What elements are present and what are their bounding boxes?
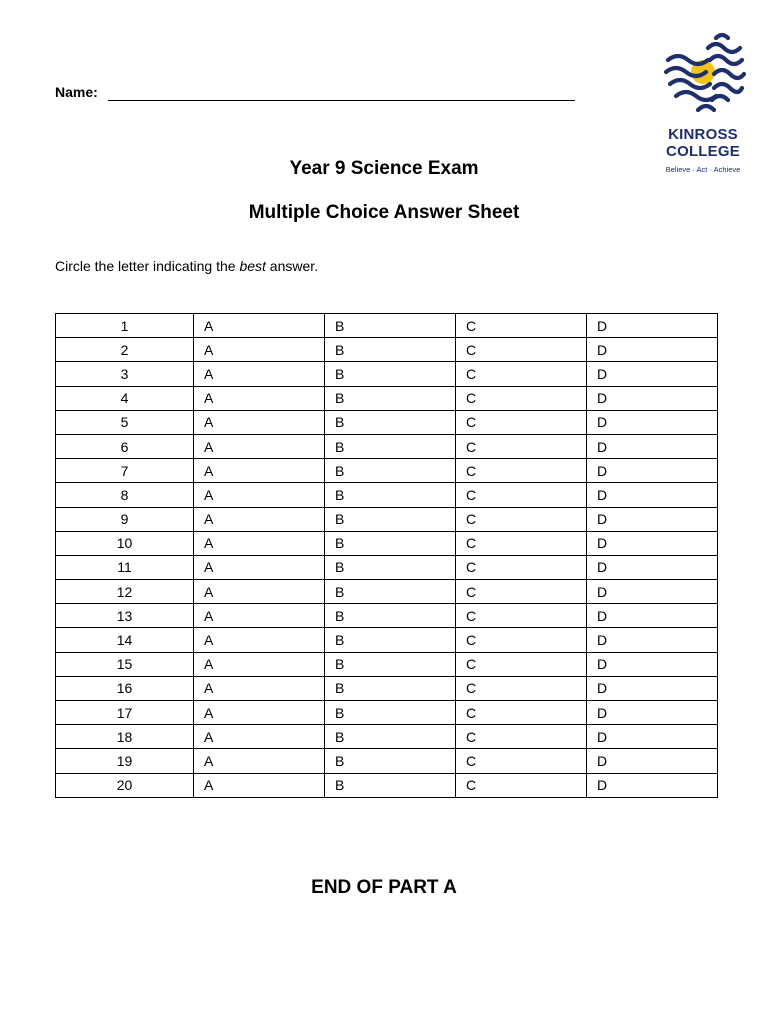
exam-title: Year 9 Science Exam xyxy=(289,158,479,179)
question-number: 3 xyxy=(56,362,194,386)
answer-option-b[interactable]: B xyxy=(325,531,456,555)
answer-option-c[interactable]: C xyxy=(456,338,587,362)
answer-row xyxy=(56,507,718,531)
answer-row xyxy=(56,459,718,483)
answer-option-b[interactable]: B xyxy=(325,362,456,386)
answer-option-a[interactable]: A xyxy=(194,701,325,725)
school-name-line2: COLLEGE xyxy=(666,143,740,160)
answer-option-c[interactable]: C xyxy=(456,459,587,483)
question-number: 10 xyxy=(56,531,194,555)
answer-option-c[interactable]: C xyxy=(456,507,587,531)
question-number: 13 xyxy=(56,604,194,628)
answer-option-b[interactable]: B xyxy=(325,725,456,749)
answer-option-c[interactable]: C xyxy=(456,483,587,507)
answer-option-d[interactable]: D xyxy=(587,434,718,458)
answer-option-d[interactable]: D xyxy=(587,749,718,773)
answer-option-d[interactable]: D xyxy=(587,507,718,531)
answer-option-d[interactable]: D xyxy=(587,459,718,483)
answer-option-b[interactable]: B xyxy=(325,434,456,458)
answer-option-a[interactable]: A xyxy=(194,628,325,652)
answer-option-a[interactable]: A xyxy=(194,652,325,676)
answer-option-c[interactable]: C xyxy=(456,749,587,773)
answer-row xyxy=(56,314,718,338)
question-number: 7 xyxy=(56,459,194,483)
answer-option-d[interactable]: D xyxy=(587,628,718,652)
answer-option-d[interactable]: D xyxy=(587,580,718,604)
answer-option-b[interactable]: B xyxy=(325,580,456,604)
question-number: 12 xyxy=(56,580,194,604)
answer-row xyxy=(56,531,718,555)
end-of-part-text: END OF PART A xyxy=(311,877,457,898)
answer-option-d[interactable]: D xyxy=(587,725,718,749)
answer-option-a[interactable]: A xyxy=(194,580,325,604)
answer-option-b[interactable]: B xyxy=(325,386,456,410)
answer-option-c[interactable]: C xyxy=(456,555,587,579)
answer-option-a[interactable]: A xyxy=(194,338,325,362)
answer-option-c[interactable]: C xyxy=(456,652,587,676)
answer-row xyxy=(56,410,718,434)
instruction-emphasis: best xyxy=(239,258,266,274)
instruction-text xyxy=(55,258,318,274)
answer-row xyxy=(56,676,718,700)
sunburst-emblem-icon xyxy=(660,30,746,126)
answer-row xyxy=(56,362,718,386)
answer-option-b[interactable]: B xyxy=(325,314,456,338)
answer-option-a[interactable]: A xyxy=(194,773,325,797)
answer-option-a[interactable]: A xyxy=(194,604,325,628)
answer-option-d[interactable]: D xyxy=(587,555,718,579)
answer-option-a[interactable]: A xyxy=(194,314,325,338)
answer-row xyxy=(56,580,718,604)
answer-option-d[interactable]: D xyxy=(587,701,718,725)
name-blank-line[interactable] xyxy=(108,100,575,101)
question-number: 17 xyxy=(56,701,194,725)
answer-option-a[interactable]: A xyxy=(194,410,325,434)
answer-row xyxy=(56,652,718,676)
question-number: 19 xyxy=(56,749,194,773)
answer-option-a[interactable]: A xyxy=(194,459,325,483)
answer-option-b[interactable]: B xyxy=(325,701,456,725)
answer-option-d[interactable]: D xyxy=(587,531,718,555)
school-name xyxy=(660,126,746,160)
answer-option-d[interactable]: D xyxy=(587,676,718,700)
answer-option-a[interactable]: A xyxy=(194,386,325,410)
answer-option-c[interactable]: C xyxy=(456,701,587,725)
instruction-before: Circle the letter indicating the xyxy=(55,258,240,274)
answer-option-c[interactable]: C xyxy=(456,314,587,338)
school-name-line1: KINROSS xyxy=(668,126,738,143)
answer-option-c[interactable]: C xyxy=(456,362,587,386)
answer-option-c[interactable]: C xyxy=(456,434,587,458)
answer-option-d[interactable]: D xyxy=(587,652,718,676)
answer-option-c[interactable]: C xyxy=(456,531,587,555)
answer-row xyxy=(56,338,718,362)
answer-option-b[interactable]: B xyxy=(325,628,456,652)
answer-option-b[interactable]: B xyxy=(325,459,456,483)
answer-option-a[interactable]: A xyxy=(194,555,325,579)
answer-option-d[interactable]: D xyxy=(587,314,718,338)
answer-option-b[interactable]: B xyxy=(325,507,456,531)
answer-option-d[interactable]: D xyxy=(587,604,718,628)
question-number: 16 xyxy=(56,676,194,700)
answer-row xyxy=(56,555,718,579)
answer-option-d[interactable]: D xyxy=(587,483,718,507)
answer-option-c[interactable]: C xyxy=(456,676,587,700)
answer-option-a[interactable]: A xyxy=(194,676,325,700)
answer-option-d[interactable]: D xyxy=(587,773,718,797)
answer-option-a[interactable]: A xyxy=(194,531,325,555)
question-number: 20 xyxy=(56,773,194,797)
answer-option-c[interactable]: C xyxy=(456,410,587,434)
instruction-after: answer. xyxy=(265,258,319,274)
sheet-title: Multiple Choice Answer Sheet xyxy=(248,202,520,223)
answer-option-c[interactable]: C xyxy=(456,580,587,604)
answer-option-a[interactable]: A xyxy=(194,507,325,531)
answer-row xyxy=(56,434,718,458)
question-number: 9 xyxy=(56,507,194,531)
answer-option-b[interactable]: B xyxy=(325,338,456,362)
answer-row xyxy=(56,386,718,410)
answer-row xyxy=(56,628,718,652)
answer-option-c[interactable]: C xyxy=(456,773,587,797)
answer-row xyxy=(56,749,718,773)
answer-option-d[interactable]: D xyxy=(587,386,718,410)
question-number: 1 xyxy=(56,314,194,338)
answer-option-b[interactable]: B xyxy=(325,652,456,676)
answer-row xyxy=(56,604,718,628)
answer-option-b[interactable]: B xyxy=(325,749,456,773)
question-number: 14 xyxy=(56,628,194,652)
question-number: 2 xyxy=(56,338,194,362)
answer-option-b[interactable]: B xyxy=(325,410,456,434)
name-label: Name: xyxy=(55,84,98,100)
question-number: 4 xyxy=(56,386,194,410)
answer-option-d[interactable]: D xyxy=(587,338,718,362)
answer-option-b[interactable]: B xyxy=(325,555,456,579)
answer-option-b[interactable]: B xyxy=(325,483,456,507)
answer-table xyxy=(55,313,718,798)
answer-row xyxy=(56,773,718,797)
answer-option-a[interactable]: A xyxy=(194,362,325,386)
question-number: 8 xyxy=(56,483,194,507)
question-number: 18 xyxy=(56,725,194,749)
answer-row xyxy=(56,701,718,725)
answer-option-a[interactable]: A xyxy=(194,434,325,458)
answer-option-a[interactable]: A xyxy=(194,749,325,773)
school-tagline: Believe · Act · Achieve xyxy=(665,165,741,174)
answer-option-d[interactable]: D xyxy=(587,362,718,386)
question-number: 6 xyxy=(56,434,194,458)
question-number: 11 xyxy=(56,555,194,579)
question-number: 15 xyxy=(56,652,194,676)
answer-option-b[interactable]: B xyxy=(325,773,456,797)
answer-option-b[interactable]: B xyxy=(325,604,456,628)
answer-option-d[interactable]: D xyxy=(587,410,718,434)
answer-option-c[interactable]: C xyxy=(456,604,587,628)
answer-table-body xyxy=(56,314,718,798)
answer-option-c[interactable]: C xyxy=(456,386,587,410)
question-number: 5 xyxy=(56,410,194,434)
answer-option-c[interactable]: C xyxy=(456,725,587,749)
answer-row xyxy=(56,483,718,507)
answer-option-b[interactable]: B xyxy=(325,676,456,700)
answer-option-a[interactable]: A xyxy=(194,725,325,749)
answer-option-c[interactable]: C xyxy=(456,628,587,652)
answer-option-a[interactable]: A xyxy=(194,483,325,507)
answer-row xyxy=(56,725,718,749)
